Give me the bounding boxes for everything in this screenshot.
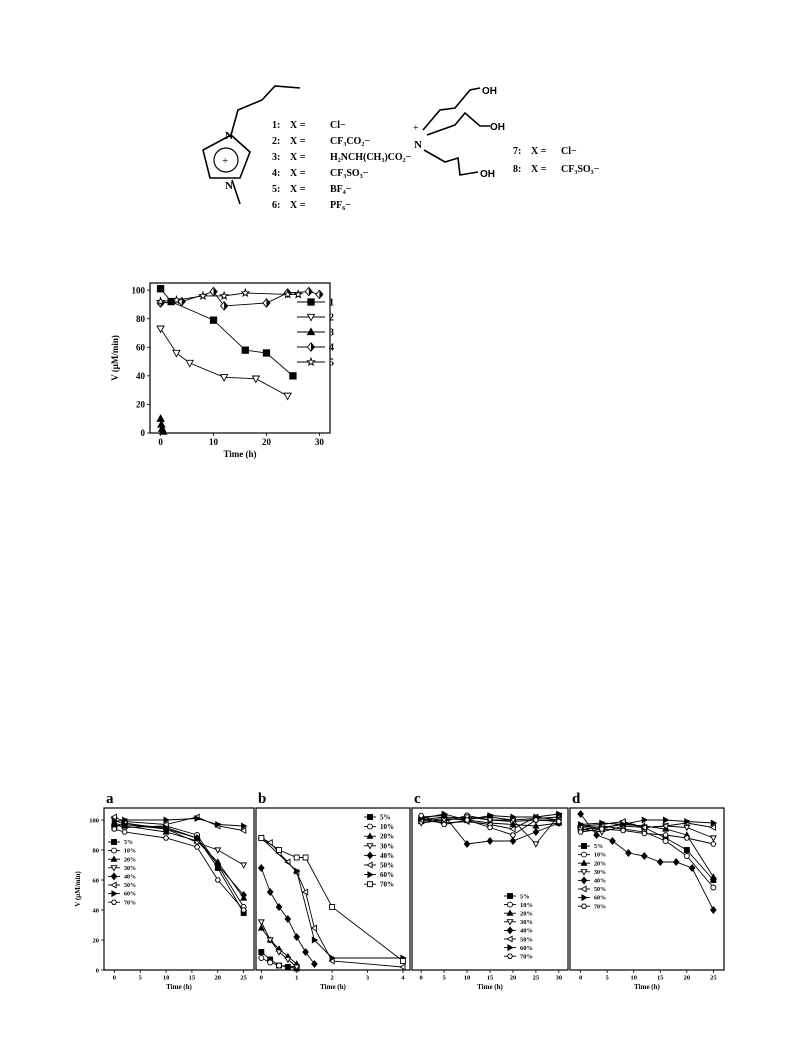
anion-row: 5: X = BF₄− xyxy=(272,184,352,195)
atom-n-bottom: N xyxy=(225,180,233,192)
x-tick-label: 20 xyxy=(683,974,691,982)
x-tick-label: 15 xyxy=(188,974,196,982)
legend-marker xyxy=(307,343,314,351)
data-point xyxy=(400,959,405,964)
data-point xyxy=(621,828,626,832)
panel-label: d xyxy=(572,791,581,807)
legend-label: 10% xyxy=(380,823,394,832)
anion-row: 6: X = PF₆− xyxy=(272,200,351,211)
x-tick-label: 20 xyxy=(261,437,271,447)
data-point xyxy=(488,825,493,829)
legend-label: 70% xyxy=(124,900,136,907)
data-point xyxy=(419,813,424,817)
imidazolium-anion-list xyxy=(272,118,411,214)
legend xyxy=(297,298,334,369)
x-tick-label: 0 xyxy=(158,437,163,447)
data-point xyxy=(259,920,265,925)
legend-label: 50% xyxy=(380,861,394,870)
y-tick-label: 20 xyxy=(92,937,99,945)
x-axis-label: Time (h) xyxy=(634,983,660,991)
data-point xyxy=(658,859,664,866)
anion-row: 8: X = CF₃SO₃− xyxy=(513,164,600,175)
legend-label: 3 xyxy=(329,327,334,339)
legend-marker xyxy=(307,314,314,320)
legend-label: 5% xyxy=(594,844,603,851)
legend-marker xyxy=(582,895,587,901)
ring-plus: + xyxy=(222,155,229,167)
series-2 xyxy=(157,326,291,400)
x-tick-label: 1 xyxy=(295,974,299,982)
data-point xyxy=(295,291,302,298)
legend-label: 40% xyxy=(380,851,394,860)
data-point xyxy=(599,827,604,831)
legend-label: 4 xyxy=(329,342,334,354)
anion-row: 4: X = CF₃SO₃− xyxy=(272,168,369,179)
legend-marker xyxy=(368,882,373,887)
y-tick-label: 60 xyxy=(136,342,145,353)
y-tick-label: 40 xyxy=(92,907,99,915)
legend-marker xyxy=(508,902,513,907)
series-3 xyxy=(157,415,167,434)
atom-n-top: N xyxy=(225,130,233,142)
legend-marker xyxy=(581,877,587,884)
legend-label: 10% xyxy=(520,901,533,909)
legend-label: 5% xyxy=(124,840,133,847)
legend-label: 70% xyxy=(520,953,533,961)
legend-label: 20% xyxy=(124,857,136,864)
data-point xyxy=(711,836,717,841)
data-point xyxy=(663,817,668,823)
legend-label: 2 xyxy=(329,312,334,324)
data-point xyxy=(259,956,264,961)
x-axis-label: Time (h) xyxy=(320,983,346,991)
ammonium-n: N xyxy=(414,139,422,151)
legend-label: 40% xyxy=(594,878,606,885)
legend-label: 30% xyxy=(594,869,606,876)
legend-label: 30% xyxy=(380,842,394,851)
data-point xyxy=(241,863,247,868)
x-tick-label: 25 xyxy=(532,974,540,982)
legend-marker xyxy=(112,900,117,904)
data-point xyxy=(220,292,227,299)
legend-label: 40% xyxy=(124,874,136,881)
y-tick-label: 80 xyxy=(136,313,145,324)
data-point xyxy=(578,830,583,834)
data-point xyxy=(303,855,308,860)
y-tick-label: 40 xyxy=(136,371,145,382)
data-point xyxy=(442,822,447,826)
legend-label: 30% xyxy=(520,919,533,927)
data-point xyxy=(663,839,668,844)
data-point xyxy=(663,833,668,837)
y-tick-label: 0 xyxy=(140,428,145,439)
data-point xyxy=(173,350,180,356)
panel-label: b xyxy=(258,791,267,807)
legend-marker xyxy=(368,872,373,878)
data-point xyxy=(510,838,516,845)
legend-marker xyxy=(582,844,587,849)
x-tick-label: 10 xyxy=(162,974,170,982)
legend-label: 20% xyxy=(380,832,394,841)
legend xyxy=(364,813,394,888)
data-point xyxy=(533,818,538,822)
x-tick-label: 25 xyxy=(240,974,247,982)
data-point xyxy=(215,848,221,853)
x-tick-label: 5 xyxy=(442,974,446,982)
legend-label: 60% xyxy=(380,871,394,880)
panel-label: c xyxy=(414,791,421,807)
legend-marker xyxy=(112,848,117,853)
y-axis-label: V (μM/min) xyxy=(74,871,82,907)
data-point xyxy=(465,818,470,822)
data-point xyxy=(510,833,515,837)
data-point xyxy=(284,393,291,399)
data-point xyxy=(305,287,312,295)
legend-marker xyxy=(368,815,373,820)
legend-label: 10% xyxy=(124,848,136,855)
data-point xyxy=(277,963,282,968)
legend-label: 60% xyxy=(124,891,136,898)
x-tick-label: 10 xyxy=(209,437,219,447)
data-point xyxy=(252,376,259,382)
legend-marker xyxy=(508,954,513,958)
x-tick-label: 5 xyxy=(138,974,142,982)
data-point xyxy=(259,836,264,841)
anion-row: 2: X = CF₃CO₂− xyxy=(272,136,371,147)
legend-label: 20% xyxy=(520,910,533,918)
chemical-scheme xyxy=(0,0,793,240)
x-axis-label: Time (h) xyxy=(223,449,257,459)
legend xyxy=(108,840,136,907)
legend-label: 10% xyxy=(594,852,606,859)
legend-marker xyxy=(307,358,314,365)
x-tick-label: 0 xyxy=(578,974,583,982)
data-point xyxy=(684,854,689,859)
series-30pct xyxy=(259,920,300,970)
data-point xyxy=(263,350,269,356)
ammonium-plus: + xyxy=(413,123,419,134)
data-point xyxy=(195,845,200,849)
x-axis-label: Time (h) xyxy=(166,983,192,991)
data-point xyxy=(157,286,163,292)
data-point xyxy=(556,819,561,823)
legend xyxy=(504,893,533,960)
data-point xyxy=(330,905,335,910)
data-point xyxy=(487,838,493,845)
x-tick-label: 20 xyxy=(214,974,222,982)
ammonium-chains xyxy=(423,88,490,175)
data-point xyxy=(510,826,515,832)
y-tick-label: 80 xyxy=(92,847,99,855)
data-point xyxy=(267,889,273,896)
chart-panel-c xyxy=(410,790,570,1000)
x-tick-label: 2 xyxy=(330,974,334,982)
legend-marker xyxy=(112,891,117,897)
y-tick-label: 0 xyxy=(95,967,99,975)
data-point xyxy=(186,360,193,366)
legend-marker xyxy=(367,862,372,868)
y-tick-label: 100 xyxy=(89,817,99,825)
legend-label: 50% xyxy=(124,883,136,890)
legend-marker xyxy=(367,852,373,859)
data-point xyxy=(626,850,632,857)
y-tick-label: 20 xyxy=(136,399,145,410)
data-point xyxy=(259,950,264,955)
x-tick-label: 3 xyxy=(365,974,370,982)
series-line xyxy=(161,329,288,396)
legend-label: 30% xyxy=(124,865,136,872)
anion-row: 3: X = H₂NCH(CH₃)CO₂− xyxy=(272,152,412,163)
panel-label: a xyxy=(106,791,114,807)
oh-label-1: OH xyxy=(482,86,497,97)
x-tick-label: 20 xyxy=(509,974,517,982)
data-point xyxy=(210,317,216,323)
legend-marker xyxy=(507,936,512,942)
data-point xyxy=(642,853,648,860)
x-tick-label: 0 xyxy=(419,974,423,982)
legend-label: 1 xyxy=(329,297,334,309)
data-point xyxy=(294,934,300,941)
data-point xyxy=(533,829,539,836)
data-point xyxy=(684,848,689,853)
data-point xyxy=(241,908,246,912)
legend-label: 70% xyxy=(380,880,394,889)
data-point xyxy=(285,965,290,970)
data-point xyxy=(689,865,695,872)
data-point xyxy=(199,292,206,299)
plot-frame xyxy=(150,283,330,433)
chart-top-activity-vs-time xyxy=(100,275,360,465)
x-tick-label: 5 xyxy=(605,974,609,982)
y-tick-label: 100 xyxy=(131,285,145,296)
data-point xyxy=(711,874,717,879)
data-point xyxy=(112,827,117,831)
legend-label: 40% xyxy=(520,927,533,935)
legend-label: 5% xyxy=(380,813,391,822)
data-point xyxy=(215,878,220,882)
data-point xyxy=(164,836,169,840)
data-point xyxy=(711,842,716,846)
data-point xyxy=(610,838,616,845)
y-axis-label: V (μM/min) xyxy=(110,335,120,381)
data-point xyxy=(673,859,679,866)
data-point xyxy=(157,326,164,332)
data-point xyxy=(684,836,689,840)
legend-marker xyxy=(582,852,587,857)
data-point xyxy=(400,964,405,970)
anion-row: 7: X = Cl− xyxy=(513,146,577,157)
x-tick-label: 0 xyxy=(112,974,116,982)
legend-marker xyxy=(111,882,116,888)
legend-label: 60% xyxy=(594,895,606,902)
legend-marker xyxy=(111,873,117,880)
legend-label: 50% xyxy=(594,887,606,894)
series-10pct xyxy=(259,956,299,970)
data-point xyxy=(277,848,282,853)
data-point xyxy=(711,885,716,890)
anion-row: 1: X = Cl− xyxy=(272,120,346,131)
legend-marker xyxy=(508,894,513,899)
oh-label-3: OH xyxy=(480,169,495,180)
legend-label: 20% xyxy=(594,861,606,868)
oh-label-2: OH xyxy=(490,122,505,133)
x-tick-label: 4 xyxy=(401,974,405,982)
legend-marker xyxy=(307,328,314,334)
legend-label: 50% xyxy=(520,936,533,944)
legend-marker xyxy=(508,945,513,951)
legend-label: 5% xyxy=(520,893,530,901)
chart-panel-b xyxy=(254,790,412,1000)
legend-marker xyxy=(368,824,373,829)
y-tick-label: 60 xyxy=(92,877,99,885)
data-point xyxy=(642,817,647,823)
data-point xyxy=(259,865,265,872)
x-tick-label: 10 xyxy=(463,974,471,982)
chart-panel-a xyxy=(68,790,256,1000)
legend-label: 60% xyxy=(520,944,533,952)
legend-marker xyxy=(308,299,314,305)
x-tick-label: 15 xyxy=(486,974,494,982)
data-point xyxy=(711,907,717,914)
legend-marker xyxy=(507,927,513,934)
data-point xyxy=(316,290,323,298)
x-tick-label: 30 xyxy=(314,437,324,447)
data-point xyxy=(263,299,270,307)
data-point xyxy=(533,842,539,847)
data-point xyxy=(642,831,647,835)
data-point xyxy=(290,373,296,379)
data-point xyxy=(242,347,248,353)
legend-label: 5 xyxy=(329,357,334,369)
data-point xyxy=(294,855,299,860)
legend xyxy=(578,844,606,911)
x-tick-label: 30 xyxy=(555,974,563,982)
x-tick-label: 15 xyxy=(657,974,664,982)
x-tick-label: 10 xyxy=(630,974,637,982)
data-point xyxy=(242,289,249,296)
legend-label: 70% xyxy=(594,904,606,911)
x-axis-label: Time (h) xyxy=(477,983,503,991)
legend-marker xyxy=(582,904,587,908)
chart-panel-d xyxy=(568,790,726,1000)
data-point xyxy=(157,415,164,421)
x-tick-label: 25 xyxy=(710,974,717,982)
legend-marker xyxy=(112,840,117,845)
legend-marker xyxy=(581,886,586,892)
data-point xyxy=(122,830,127,834)
plot-frame xyxy=(412,808,568,970)
x-tick-label: 0 xyxy=(259,974,263,982)
data-point xyxy=(268,960,273,965)
ammonium-anion-list xyxy=(513,143,599,179)
